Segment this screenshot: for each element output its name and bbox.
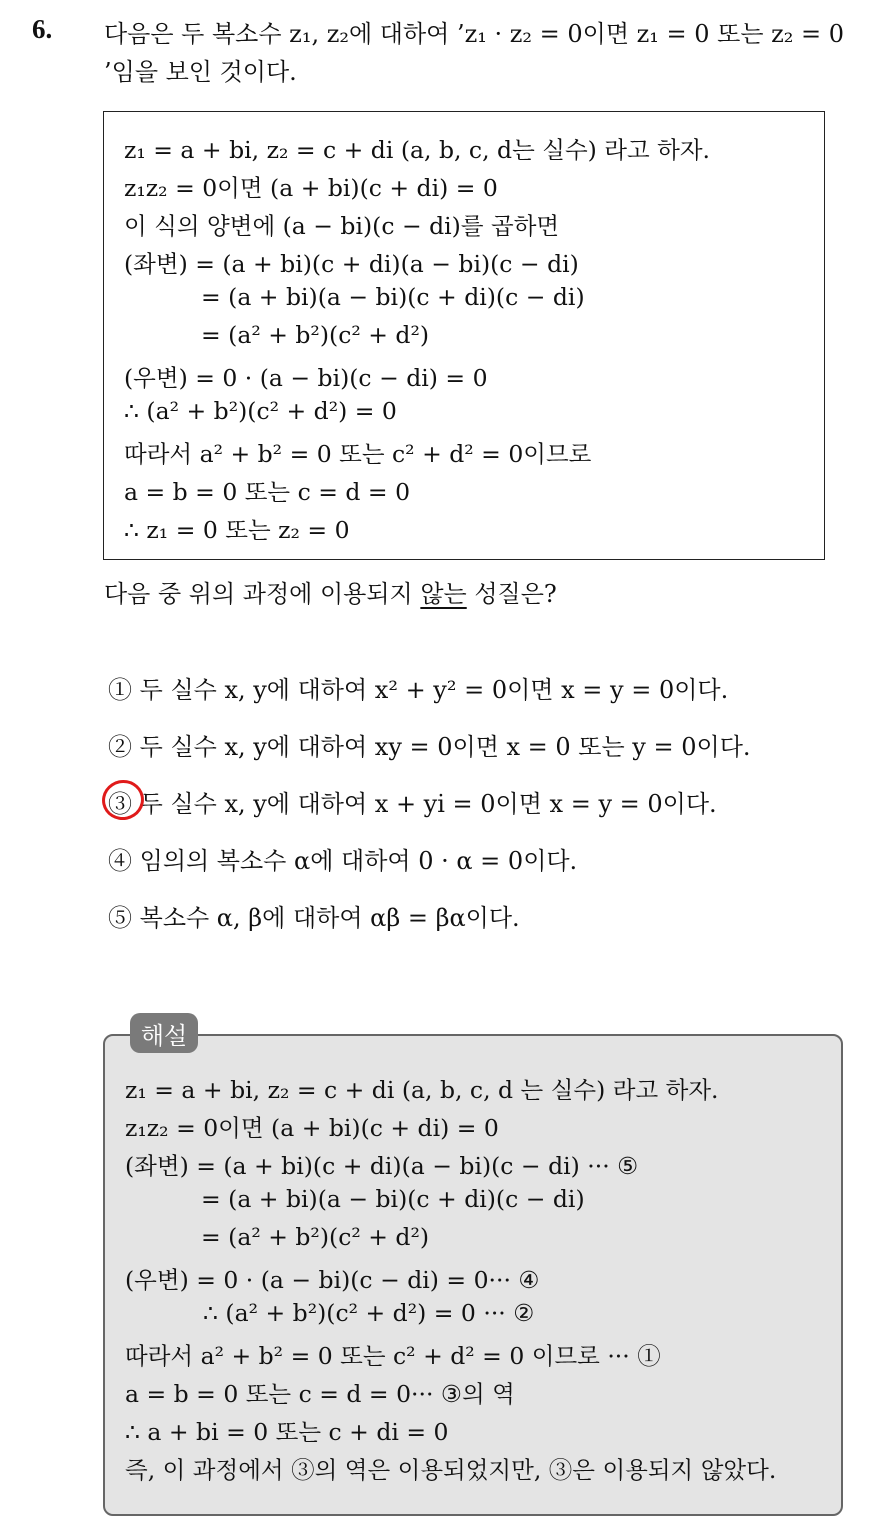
answer-option-2[interactable]: ② 두 실수 x, y에 대하여 xy = 0이면 x = 0 또는 y = 0이다. — [108, 733, 751, 761]
question-stem-line-2: ’임을 보인 것이다. — [104, 58, 297, 86]
proof-line: (우변) = 0 · (a − bi)(c − di) = 0 — [124, 364, 488, 392]
solution-tag: 해설 — [130, 1013, 198, 1053]
prompt-text: 다음 중 위의 과정에 이용되지 — [104, 580, 421, 608]
solution-line: (좌변) = (a + bi)(c + di)(a − bi)(c − di) ··· ⑤ — [125, 1152, 639, 1180]
proof-line: ∴ z₁ = 0 또는 z₂ = 0 — [124, 516, 350, 544]
answer-option-4[interactable]: ④ 임의의 복소수 α에 대하여 0 · α = 0이다. — [108, 847, 578, 875]
question-number: 6. — [32, 14, 53, 44]
solution-line: 즉, 이 과정에서 ③의 역은 이용되었지만, ③은 이용되지 않았다. — [125, 1456, 777, 1484]
prompt-emphasis: 않는 — [420, 580, 467, 608]
solution-line: = (a² + b²)(c² + d²) — [201, 1223, 430, 1251]
question-stem-line-1: 다음은 두 복소수 z₁, z₂에 대하여 ’z₁ · z₂ = 0이면 z₁ = 0 또는 z₂ = 0 — [104, 20, 845, 48]
proof-line: = (a² + b²)(c² + d²) — [201, 321, 430, 349]
prompt-text-end: 성질은? — [466, 580, 557, 608]
proof-line: ∴ (a² + b²)(c² + d²) = 0 — [124, 397, 397, 425]
proof-line: = (a + bi)(a − bi)(c + di)(c − di) — [201, 283, 585, 311]
solution-line: ∴ a + bi = 0 또는 c + di = 0 — [125, 1418, 449, 1446]
answer-option-1[interactable]: ① 두 실수 x, y에 대하여 x² + y² = 0이면 x = y = 0이다. — [108, 676, 729, 704]
proof-line: 따라서 a² + b² = 0 또는 c² + d² = 0이므로 — [124, 440, 592, 468]
proof-line: z₁ = a + bi, z₂ = c + di (a, b, c, d는 실수) 라고 하자. — [124, 136, 711, 164]
question-prompt — [104, 574, 557, 609]
solution-line: a = b = 0 또는 c = d = 0··· ③의 역 — [125, 1380, 515, 1408]
solution-line: z₁ = a + bi, z₂ = c + di (a, b, c, d 는 실수) 라고 하자. — [125, 1076, 719, 1104]
proof-line: 이 식의 양변에 (a − bi)(c − di)를 곱하면 — [124, 212, 560, 240]
solution-line: ∴ (a² + b²)(c² + d²) = 0 ··· ② — [203, 1299, 535, 1327]
solution-line: z₁z₂ = 0이면 (a + bi)(c + di) = 0 — [125, 1114, 499, 1142]
proof-line: z₁z₂ = 0이면 (a + bi)(c + di) = 0 — [124, 174, 498, 202]
solution-line: 따라서 a² + b² = 0 또는 c² + d² = 0 이므로 ··· ① — [125, 1342, 661, 1370]
answer-option-3[interactable]: ③ 두 실수 x, y에 대하여 x + yi = 0이면 x = y = 0이다. — [108, 790, 717, 818]
proof-line: (좌변) = (a + bi)(c + di)(a − bi)(c − di) — [124, 250, 579, 278]
solution-line: = (a + bi)(a − bi)(c + di)(c − di) — [201, 1185, 585, 1213]
proof-line: a = b = 0 또는 c = d = 0 — [124, 478, 411, 506]
answer-option-5[interactable]: ⑤ 복소수 α, β에 대하여 αβ = βα이다. — [108, 904, 520, 932]
solution-line: (우변) = 0 · (a − bi)(c − di) = 0··· ④ — [125, 1266, 540, 1294]
